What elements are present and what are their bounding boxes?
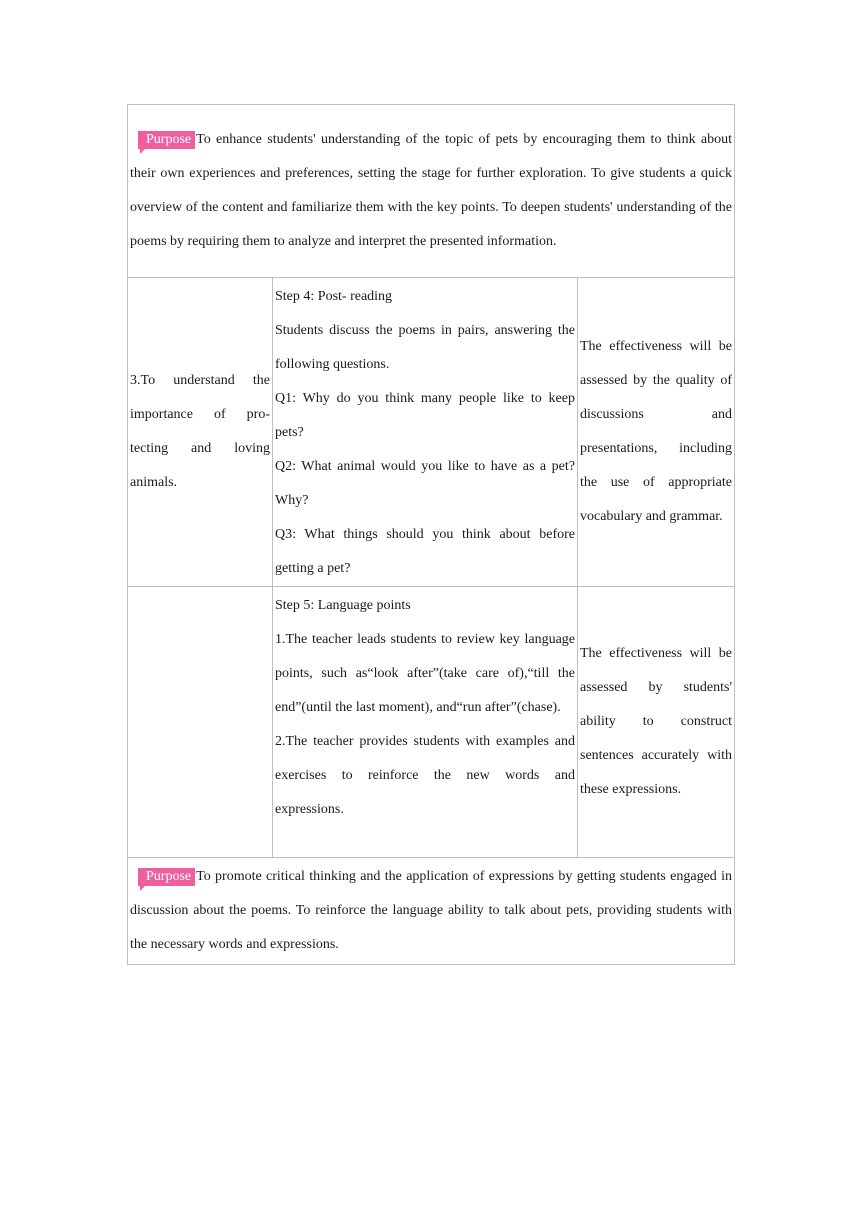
- assessment-cell-step-5: The effectiveness will be assessed by students' ability to construct sentences accurately with these expressions.: [578, 587, 735, 858]
- purpose-text-2: To promote critical thinking and the application of expressions by getting students engaged in discussion about the poems. To reinforce the language ability to talk about pets, providing students with the necessary words and expressions.: [130, 869, 733, 952]
- assessment-cell-step-4: The effectiveness will be assessed by the quality of discussions and presentations, including the use of appropriate vocabulary and grammar.: [578, 278, 735, 587]
- purpose-tag: Purpose: [138, 131, 195, 149]
- activity-cell-step-5: [273, 587, 578, 858]
- step-4-question-3: Q3: What things should you think about before getting a pet?: [275, 527, 575, 576]
- step-5-row: [128, 587, 735, 858]
- activity-cell-step-4: [273, 278, 578, 587]
- step-5-title: Step 5: Language points: [275, 598, 411, 613]
- purpose-cell-2: [128, 858, 735, 965]
- purpose-tag: Purpose: [138, 868, 195, 886]
- lesson-plan-table: [127, 104, 735, 965]
- step-5-point-2: 2.The teacher provides students with examples and exercises to reinforce the new words and expressions.: [275, 734, 575, 817]
- step-4-question-2: Q2: What animal would you like to have as a pet? Why?: [275, 459, 575, 508]
- step-5-point-1: 1.The teacher leads students to review key language points, such as“look after”(take care of),“till the end”(until the last moment), and“run after”(chase).: [275, 632, 575, 715]
- step-4-title: Step 4: Post- reading: [275, 289, 393, 304]
- purpose-cell-1: [128, 105, 735, 278]
- objective-cell-4: [128, 587, 273, 858]
- purpose-row-1: [128, 105, 735, 278]
- objective-cell-3: 3.To understand the importance of pro- tecting and loving animals.: [128, 278, 273, 587]
- purpose-row-2: [128, 858, 735, 965]
- step-4-row: [128, 278, 735, 587]
- purpose-text-1: To enhance students' understanding of the topic of pets by encouraging them to think about their own experiences and preferences, setting the stage for further exploration. To give students a quick overview of the content and familiarize them with the key points. To deepen students' understanding of the poems by requiring them to analyze and interpret the presented information.: [130, 132, 733, 249]
- step-4-question-1: Q1: Why do you think many people like to keep pets?: [275, 391, 575, 440]
- step-4-line: Students discuss the poems in pairs, answering the following questions.: [275, 323, 575, 372]
